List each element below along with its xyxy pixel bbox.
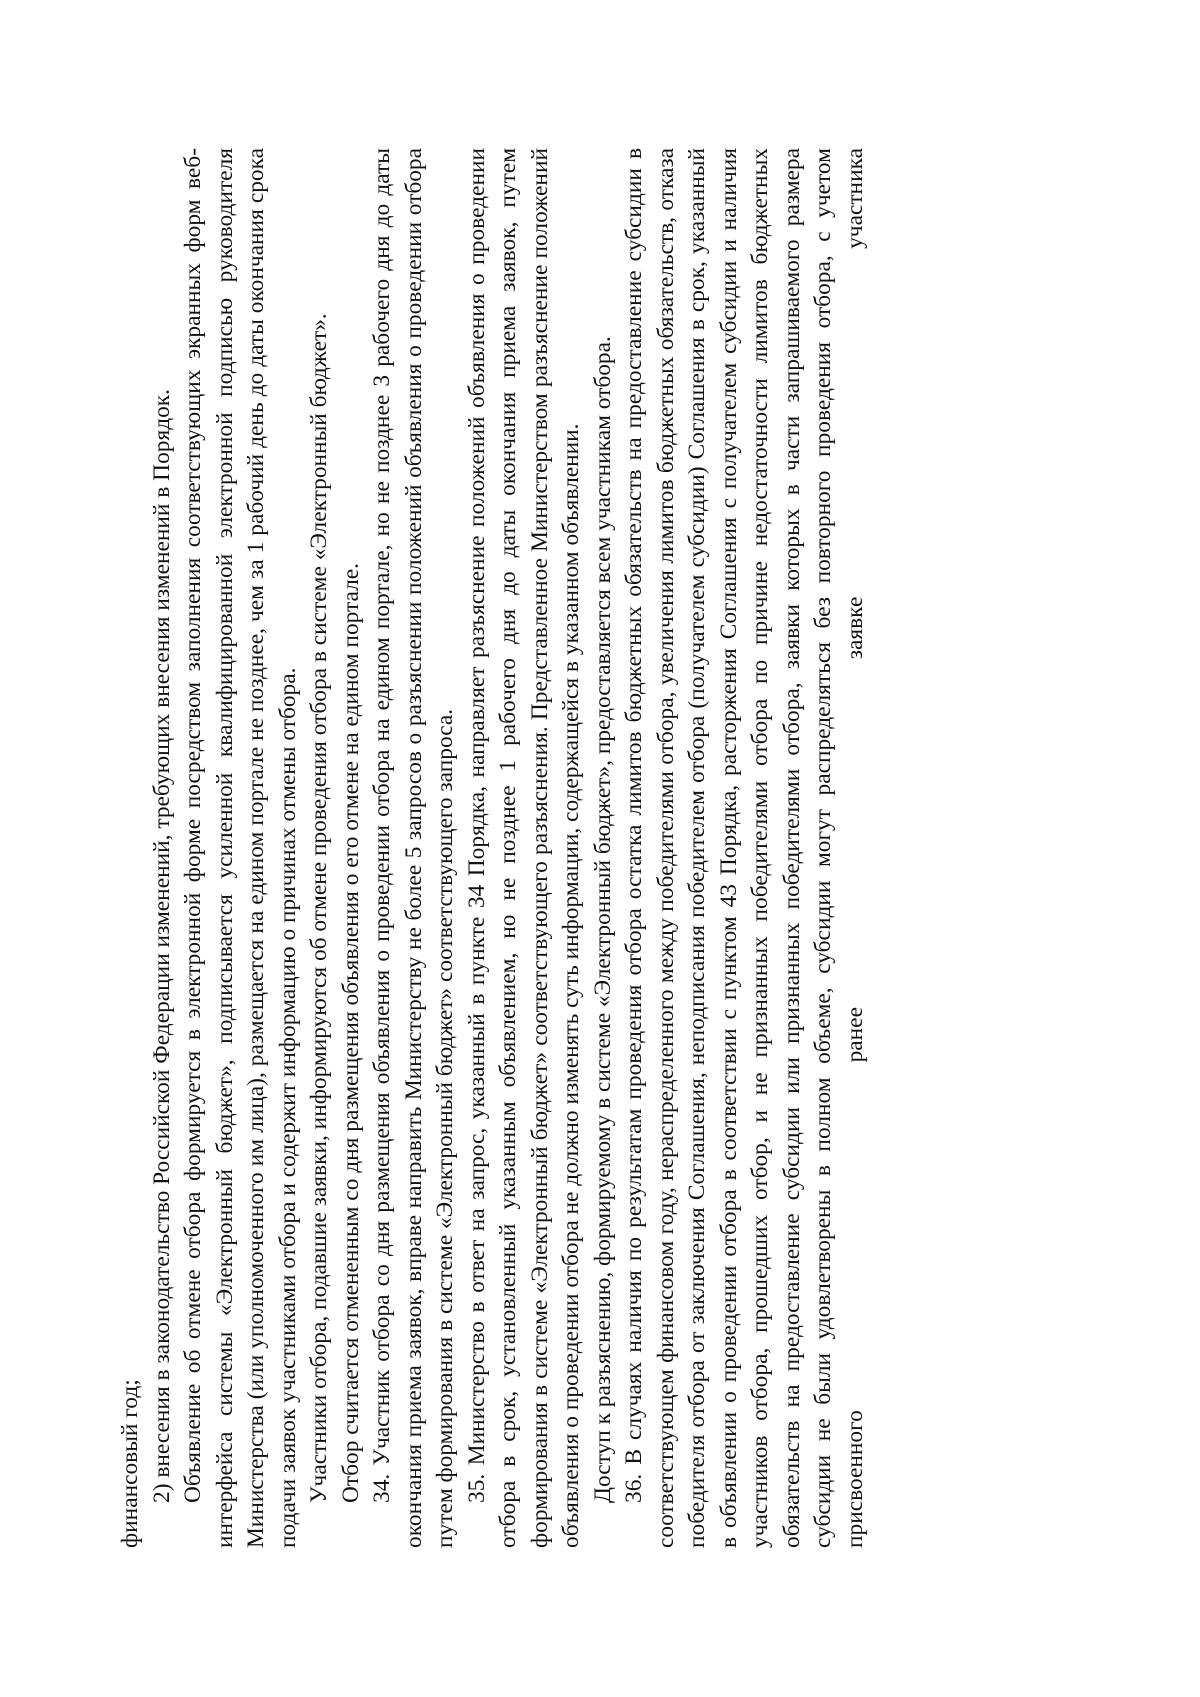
paragraph-clause-35: 35. Министерство в ответ на запрос, указанный в пункте 34 Порядка, направляет разъяснение положений объявления о проведении отбора в срок, установленный указанным объявлением, но не позднее 1 рабочего дня до даты окончания приема заявок, путем формирования в системе «Электронный бюджет» соответствующего разъяснения. Представленное Министерством разъяснение положений объявления о проведении отбора не должно изменять суть информации, содержащейся в указанном объявлении. (463, 148, 584, 1548)
paragraph-clause-36: 36. В случаях наличия по результатам проведения отбора остатка лимитов бюджетных обязательств на предоставление субсидии в соответствующем финансовом году, нераспределенного между победителями отбора, увеличения лимитов бюджетных обязательств, отказа победителя отбора от заключения Соглашения, неподписания победителем отбора (получателем субсидии) Соглашения в срок, указанный в объявлении о проведении отбора в соответствии с пунктом 43 Порядка, расторжения Соглашения с получателем субсидии и наличия участников отбора, прошедших отбор, и не признанных победителями отбора по причине недостаточности лимитов бюджетных обязательств на предоставление субсидии или признанных победителями отбора, заявки которых в части запрашиваемого размера субсидии не были удовлетворены в полном объеме, субсидии могут распределяться без повторного проведения отбора, с учетом присвоенного ранее заявке участника (621, 148, 868, 1548)
paragraph-participants-informed: Участники отбора, подавшие заявки, информируются об отмене проведения отбора в системе «Электронный бюджет». (306, 313, 332, 1503)
rotated-text-block (115, 148, 1115, 1548)
paragraph-clarification-access: Доступ к разъяснению, формируемому в системе «Электронный бюджет», предоставляется всем участникам отбора. (589, 336, 616, 1503)
paragraph-item-2: 2) внесения в законодательство Российской Федерации изменений, требующих внесения изменений в Порядок. (148, 388, 175, 1503)
paragraph-clause-34: 34. Участник отбора со дня размещения объявления о проведении отбора на едином портале, но не позднее 3 рабочего дня до даты окончания приема заявок, вправе направить Министерству не более 5 запросов о разъяснении положений объявления о проведении отбора путем формирования в системе «Электронный бюджет» соответствующего запроса. (369, 148, 458, 1548)
paragraph-fin-year: финансовый год; (117, 1379, 143, 1548)
paragraph-cancel-announcement: Объявление об отмене отбора формируется в электронной форме посредством заполнения соответствующих экранных форм веб-интерфейса системы «Электронный бюджет», подписывается усиленной квалифицированной электронной подписью руководителя Министерства (или уполномоченного им лица), размещается на едином портале не позднее, чем за 1 рабочий день до даты окончания срока подачи заявок участниками отбора и содержит информацию о причинах отмены отбора. (180, 148, 301, 1548)
paragraph-cancel-effective: Отбор считается отмененным со дня размещения объявления о его отмене на едином портале. (337, 562, 364, 1503)
